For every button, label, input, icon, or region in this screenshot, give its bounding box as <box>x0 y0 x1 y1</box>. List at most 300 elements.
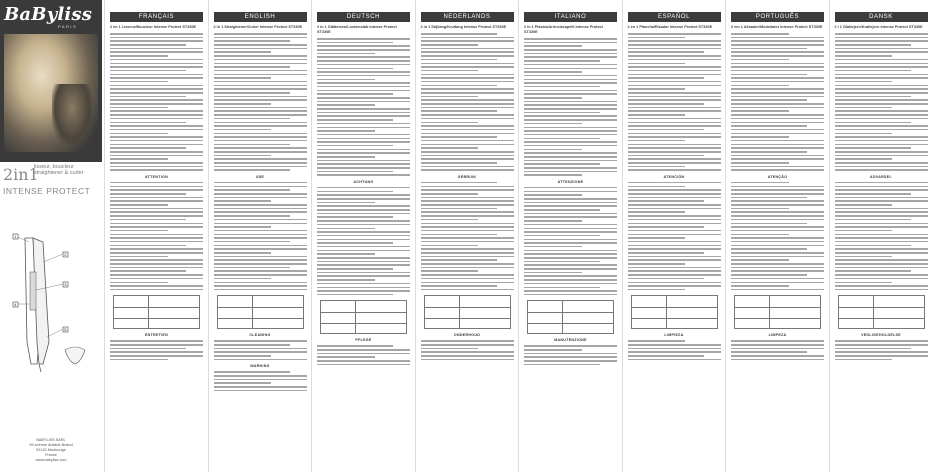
text-line <box>214 51 272 53</box>
text-line <box>421 204 514 206</box>
text-line <box>110 140 203 142</box>
footer-line: 99 avenue Aristide Briand <box>29 443 73 447</box>
text-line <box>214 219 307 221</box>
text-line <box>628 182 721 184</box>
text-line <box>317 360 410 362</box>
text-line <box>628 147 721 149</box>
product-subtitle: 2 em 1 Alisador/Modelador Intense Protect ST330E <box>731 25 823 29</box>
text-line <box>524 205 617 207</box>
text-line <box>628 33 721 35</box>
text-line <box>421 44 479 46</box>
text-line <box>317 104 375 106</box>
text-line <box>835 144 928 146</box>
text-line <box>214 186 307 188</box>
text-line <box>524 216 617 218</box>
text-line <box>835 211 928 213</box>
text-line <box>110 107 168 109</box>
text-line <box>214 226 272 228</box>
text-line <box>524 163 600 165</box>
body-text <box>110 340 203 360</box>
text-line <box>214 263 307 265</box>
text-line <box>421 118 514 120</box>
text-line <box>317 97 410 99</box>
text-line <box>110 151 203 153</box>
text-line <box>317 202 375 204</box>
text-line <box>731 182 789 184</box>
text-line <box>214 110 307 112</box>
text-line <box>628 278 704 280</box>
text-line <box>628 136 721 138</box>
text-line <box>835 40 928 42</box>
text-line <box>214 96 307 98</box>
text-line <box>835 248 928 250</box>
text-line <box>110 63 203 65</box>
text-line <box>214 99 307 101</box>
text-line <box>731 77 824 79</box>
text-line <box>110 92 203 94</box>
text-line <box>421 197 514 199</box>
text-line <box>524 79 617 81</box>
body-text <box>628 182 721 290</box>
text-line <box>524 130 617 132</box>
text-line <box>524 68 617 70</box>
text-line <box>214 289 307 291</box>
text-line <box>110 118 203 120</box>
text-line <box>317 90 410 92</box>
text-line <box>835 66 928 68</box>
text-line <box>731 219 824 221</box>
text-line <box>731 259 789 261</box>
text-line <box>214 70 307 72</box>
text-line <box>110 285 203 287</box>
text-line <box>214 237 307 239</box>
text-line <box>421 278 514 280</box>
language-column-3 <box>415 0 519 472</box>
text-line <box>524 82 617 84</box>
text-line <box>421 162 497 164</box>
body-text <box>421 182 514 290</box>
text-line <box>421 348 479 350</box>
text-line <box>317 268 393 270</box>
text-line <box>731 162 789 164</box>
text-line <box>628 211 686 213</box>
text-line <box>214 103 272 105</box>
text-line <box>731 241 824 243</box>
text-line <box>110 252 203 254</box>
text-line <box>628 81 721 83</box>
text-line <box>524 119 617 121</box>
text-line <box>317 123 410 125</box>
section-heading: ATTENZIONE <box>557 179 584 184</box>
text-line <box>317 279 375 281</box>
text-line <box>110 55 168 57</box>
text-line <box>421 155 514 157</box>
text-line <box>731 133 824 135</box>
text-line <box>835 351 928 353</box>
text-line <box>110 166 203 168</box>
text-line <box>421 125 514 127</box>
text-line <box>524 275 617 277</box>
text-line <box>214 379 307 381</box>
text-line <box>524 156 617 158</box>
text-line <box>731 140 824 142</box>
text-line <box>731 197 807 199</box>
text-line <box>628 151 721 153</box>
text-line <box>835 263 928 265</box>
text-line <box>524 290 617 292</box>
text-line <box>628 219 721 221</box>
text-line <box>731 211 824 213</box>
section-heading: USE <box>255 174 265 179</box>
text-line <box>317 86 410 88</box>
text-line <box>731 245 824 247</box>
section-heading: LIMPEZA <box>768 333 787 338</box>
text-line <box>835 147 911 149</box>
text-line <box>835 223 928 225</box>
text-line <box>421 70 479 72</box>
text-line <box>835 125 928 127</box>
text-line <box>317 290 410 292</box>
text-line <box>214 107 307 109</box>
text-line <box>731 63 824 65</box>
text-line <box>110 40 203 42</box>
text-line <box>421 234 497 236</box>
text-line <box>628 66 721 68</box>
text-line <box>628 245 721 247</box>
text-line <box>835 118 928 120</box>
text-line <box>110 88 203 90</box>
text-line <box>628 359 721 361</box>
text-line <box>214 85 307 87</box>
text-line <box>110 204 168 206</box>
body-text <box>835 182 928 290</box>
text-line <box>524 90 617 92</box>
text-line <box>421 182 497 184</box>
text-line <box>317 49 410 51</box>
text-line <box>214 44 307 46</box>
text-line <box>317 224 410 226</box>
text-line <box>110 208 203 210</box>
text-line <box>317 71 410 73</box>
text-line <box>731 144 824 146</box>
text-line <box>835 63 928 65</box>
text-line <box>835 256 893 258</box>
text-line <box>214 259 307 261</box>
text-line <box>628 88 686 90</box>
text-line <box>421 81 514 83</box>
text-line <box>628 259 721 261</box>
text-line <box>214 371 290 373</box>
text-line <box>835 59 928 61</box>
text-line <box>524 253 617 255</box>
text-line <box>628 263 686 265</box>
text-line <box>524 283 617 285</box>
text-line <box>628 140 686 142</box>
text-line <box>110 259 203 261</box>
text-line <box>731 169 824 171</box>
text-line <box>421 248 514 250</box>
text-line <box>110 162 203 164</box>
text-line <box>214 248 307 250</box>
temperature-table <box>734 295 821 329</box>
text-line <box>421 344 514 346</box>
text-line <box>628 77 704 79</box>
text-line <box>317 356 375 358</box>
text-line <box>214 66 290 68</box>
text-line <box>628 118 721 120</box>
text-line <box>524 224 617 226</box>
text-line <box>421 340 514 342</box>
text-line <box>628 355 704 357</box>
text-line <box>421 274 514 276</box>
text-line <box>524 97 582 99</box>
text-line <box>628 237 686 239</box>
text-line <box>421 158 514 160</box>
text-line <box>731 340 824 342</box>
text-line <box>214 204 307 206</box>
text-line <box>214 223 307 225</box>
text-line <box>731 81 824 83</box>
text-line <box>421 107 514 109</box>
text-line <box>214 144 290 146</box>
text-line <box>110 103 203 105</box>
text-line <box>835 129 928 131</box>
text-line <box>317 205 410 207</box>
text-line <box>835 162 928 164</box>
text-line <box>421 351 514 353</box>
text-line <box>731 248 807 250</box>
text-line <box>317 75 410 77</box>
section-heading: WARNING <box>250 364 270 369</box>
text-line <box>110 270 186 272</box>
text-line <box>110 133 168 135</box>
text-line <box>214 114 307 116</box>
text-line <box>317 115 410 117</box>
text-line <box>421 129 514 131</box>
text-line <box>835 193 911 195</box>
text-line <box>524 134 617 136</box>
text-line <box>731 136 789 138</box>
text-line <box>214 74 307 76</box>
text-line <box>524 239 617 241</box>
text-line <box>421 267 514 269</box>
text-line <box>731 289 824 291</box>
text-line <box>731 270 824 272</box>
text-line <box>628 189 721 191</box>
text-line <box>214 88 307 90</box>
text-line <box>628 85 721 87</box>
text-line <box>214 63 307 65</box>
text-line <box>214 211 307 213</box>
text-line <box>317 79 375 81</box>
brand-logo: BaByliss <box>4 4 93 25</box>
text-line <box>524 209 600 211</box>
text-line <box>110 37 203 39</box>
text-line <box>214 230 307 232</box>
text-line <box>731 33 789 35</box>
text-line <box>421 355 514 357</box>
text-line <box>835 234 928 236</box>
text-line <box>317 145 393 147</box>
text-line <box>110 125 203 127</box>
text-line <box>110 169 203 171</box>
text-line <box>421 144 514 146</box>
text-line <box>214 386 307 388</box>
text-line <box>421 252 514 254</box>
text-line <box>317 45 410 47</box>
text-line <box>628 51 704 53</box>
text-line <box>110 237 203 239</box>
text-line <box>214 40 290 42</box>
text-line <box>317 130 375 132</box>
text-line <box>421 193 479 195</box>
text-line <box>214 189 290 191</box>
text-line <box>421 59 497 61</box>
temperature-table <box>424 295 511 329</box>
text-line <box>214 267 290 269</box>
text-line <box>214 81 307 83</box>
text-line <box>835 259 928 261</box>
text-line <box>524 235 600 237</box>
brand-footer <box>6 438 96 463</box>
text-line <box>628 248 721 250</box>
text-line <box>110 219 186 221</box>
text-line <box>110 351 203 353</box>
body-text <box>835 340 928 360</box>
text-line <box>110 215 203 217</box>
text-line <box>214 282 307 284</box>
text-line <box>317 257 410 259</box>
text-line <box>421 263 514 265</box>
text-line <box>317 220 410 222</box>
text-line <box>524 167 617 169</box>
text-line <box>628 166 686 168</box>
text-line <box>731 158 824 160</box>
product-subtitle: 2 in 1 Glätteisen/Lockenstab Intense Protect ST330E <box>317 25 397 34</box>
text-line <box>835 359 893 361</box>
text-line <box>421 215 514 217</box>
text-line <box>835 186 928 188</box>
text-line <box>835 110 928 112</box>
text-line <box>731 285 789 287</box>
text-line <box>835 219 911 221</box>
text-line <box>628 197 721 199</box>
text-line <box>214 351 307 353</box>
text-line <box>835 230 893 232</box>
text-line <box>524 56 617 58</box>
text-line <box>110 340 203 342</box>
text-line <box>110 200 203 202</box>
text-line <box>628 252 704 254</box>
temperature-table <box>631 295 718 329</box>
text-line <box>214 382 272 384</box>
product-subtitle: 2 en 1 Plancha/Rizador Intense Protect ST330E <box>627 25 713 29</box>
text-line <box>214 200 272 202</box>
text-line <box>110 114 203 116</box>
temperature-table <box>320 300 407 334</box>
text-line <box>214 278 272 280</box>
text-line <box>628 129 704 131</box>
language-header: DEUTSCH <box>317 12 410 22</box>
text-line <box>110 197 203 199</box>
footer-line: www.babyliss.com <box>35 458 67 462</box>
text-line <box>214 129 272 131</box>
text-line <box>835 200 928 202</box>
text-line <box>214 125 307 127</box>
text-line <box>835 92 928 94</box>
text-line <box>110 33 203 35</box>
text-line <box>524 272 582 274</box>
text-line <box>421 200 514 202</box>
text-line <box>731 59 789 61</box>
text-line <box>628 74 721 76</box>
text-line <box>317 64 410 66</box>
text-line <box>628 55 721 57</box>
text-line <box>214 241 290 243</box>
text-line <box>731 344 824 346</box>
text-line <box>214 340 307 342</box>
text-line <box>835 158 893 160</box>
text-line <box>214 55 307 57</box>
text-line <box>110 193 186 195</box>
text-line <box>214 77 272 79</box>
text-line <box>317 112 410 114</box>
text-line <box>317 349 410 351</box>
text-line <box>421 51 514 53</box>
text-line <box>628 40 721 42</box>
text-line <box>731 204 824 206</box>
text-line <box>214 133 307 135</box>
text-line <box>317 250 410 252</box>
text-line <box>628 125 721 127</box>
text-line <box>317 213 410 215</box>
text-line <box>421 37 514 39</box>
text-line <box>214 136 307 138</box>
text-line <box>317 264 410 266</box>
text-line <box>628 270 721 272</box>
text-line <box>731 186 824 188</box>
text-line <box>110 189 203 191</box>
text-line <box>524 220 582 222</box>
body-text <box>524 187 617 295</box>
text-line <box>524 86 600 88</box>
text-line <box>835 252 928 254</box>
text-line <box>214 208 307 210</box>
text-line <box>317 68 393 70</box>
text-line <box>214 118 290 120</box>
text-line <box>524 149 582 151</box>
text-line <box>835 51 928 53</box>
text-line <box>628 70 721 72</box>
text-line <box>421 103 514 105</box>
text-line <box>317 231 410 233</box>
text-line <box>628 267 721 269</box>
svg-text:4: 4 <box>14 302 17 307</box>
text-line <box>731 96 824 98</box>
text-line <box>835 245 911 247</box>
text-line <box>524 64 617 66</box>
brand-logo-sub: PARIS <box>58 24 78 29</box>
text-line <box>214 182 307 184</box>
text-line <box>110 44 186 46</box>
text-line <box>731 237 824 239</box>
text-line <box>835 44 911 46</box>
text-line <box>524 171 617 173</box>
text-line <box>524 246 582 248</box>
text-line <box>524 145 617 147</box>
text-line <box>317 149 410 151</box>
text-line <box>214 122 307 124</box>
